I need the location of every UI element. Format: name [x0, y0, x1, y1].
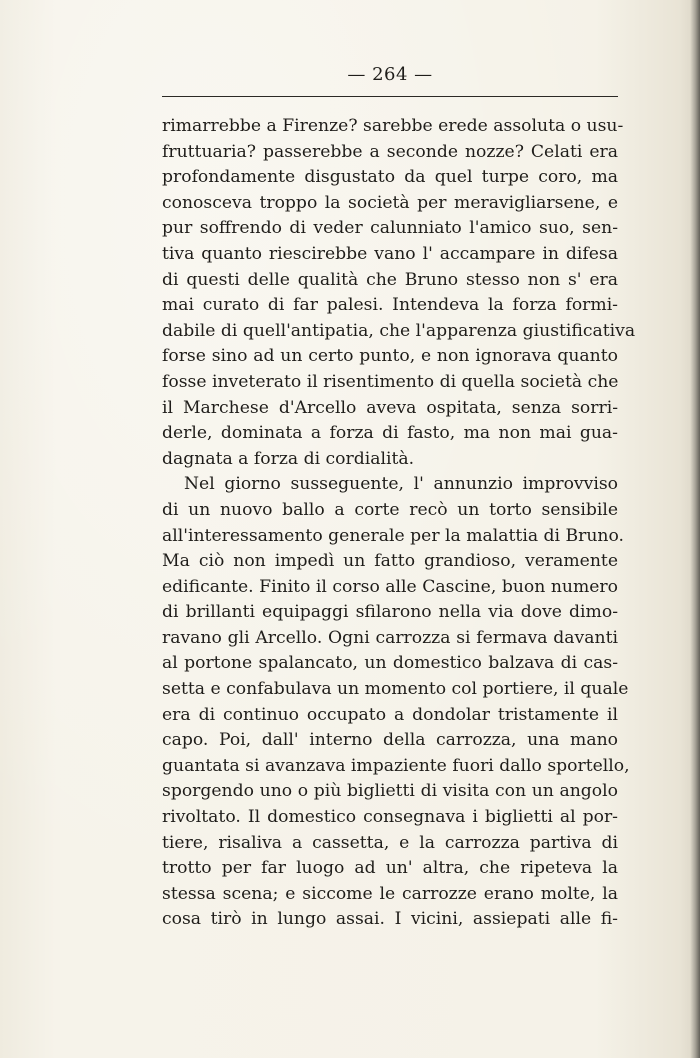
text-line: tiere, risaliva a cassetta, e la carrozza partiva di: [162, 832, 618, 853]
text-line: derle, dominata a forza di fasto, ma non mai gua-: [162, 423, 618, 444]
text-line: conosceva troppo la società per meravigliarsene, e: [162, 192, 618, 213]
body-text: [162, 114, 636, 933]
page-edge-shadow: [690, 0, 700, 1058]
text-line: tiva quanto riescirebbe vano l' accampare in difesa: [162, 243, 618, 264]
text-line: stessa scena; e siccome le carrozze erano molte, la: [162, 883, 618, 904]
text-line: ravano gli Arcello. Ogni carrozza si fermava davanti: [162, 627, 618, 648]
text-line: cosa tirò in lungo assai. I vicini, assiepati alle fi-: [162, 909, 618, 930]
text-line: fosse inveterato il risentimento di quella società che: [162, 371, 619, 392]
text-line: trotto per far luogo ad un' altra, che ripeteva la: [162, 858, 618, 879]
text-line: edificante. Finito il corso alle Cascine, buon numero: [162, 576, 618, 597]
text-line: guantata si avanzava impaziente fuori dallo sportello,: [162, 755, 630, 776]
text-line: dabile di quell'antipatia, che l'apparenza giustificativa: [162, 320, 636, 341]
text-line: sporgendo uno o più biglietti di visita con un angolo: [162, 781, 618, 802]
text-line: Nel giorno susseguente, l' annunzio improvviso: [184, 474, 618, 495]
text-line: rivoltato. Il domestico consegnava i biglietti al por-: [162, 807, 618, 828]
text-line: fruttuaria? passerebbe a seconde nozze? Celati era: [162, 141, 618, 162]
text-line: rimarrebbe a Firenze? sarebbe erede assoluta o usu-: [162, 116, 624, 136]
header-rule: [162, 96, 618, 97]
text-line: di un nuovo ballo a corte recò un torto sensibile: [162, 499, 618, 520]
text-line: mai curato di far palesi. Intendeva la forza formi-: [162, 295, 618, 316]
text-line: di questi delle qualità che Bruno stesso non s' era: [162, 269, 618, 290]
text-line: dagnata a forza di cordialità.: [162, 448, 415, 469]
text-line: al portone spalancato, un domestico balzava di cas-: [162, 653, 618, 674]
text-line: pur soffrendo di veder calunniato l'amico suo, sen-: [162, 218, 618, 239]
text-line: forse sino ad un certo punto, e non ignorava quanto: [162, 346, 618, 367]
text-line: setta e confabulava un momento col portiere, il quale: [162, 679, 629, 700]
text-line: all'interessamento generale per la malattia di Bruno.: [162, 525, 624, 546]
page-number: — 264 —: [347, 64, 433, 85]
text-line: Ma ciò non impedì un fatto grandioso, veramente: [162, 551, 618, 572]
text-line: capo. Poi, dall' interno della carrozza, una mano: [162, 730, 618, 751]
text-line: il Marchese d'Arcello aveva ospitata, senza sorri-: [162, 397, 618, 418]
text-line: era di continuo occupato a dondolar tristamente il: [162, 704, 618, 725]
text-line: di brillanti equipaggi sfilarono nella via dove dimo-: [162, 602, 618, 623]
text-line: profondamente disgustato da quel turpe coro, ma: [162, 167, 618, 188]
